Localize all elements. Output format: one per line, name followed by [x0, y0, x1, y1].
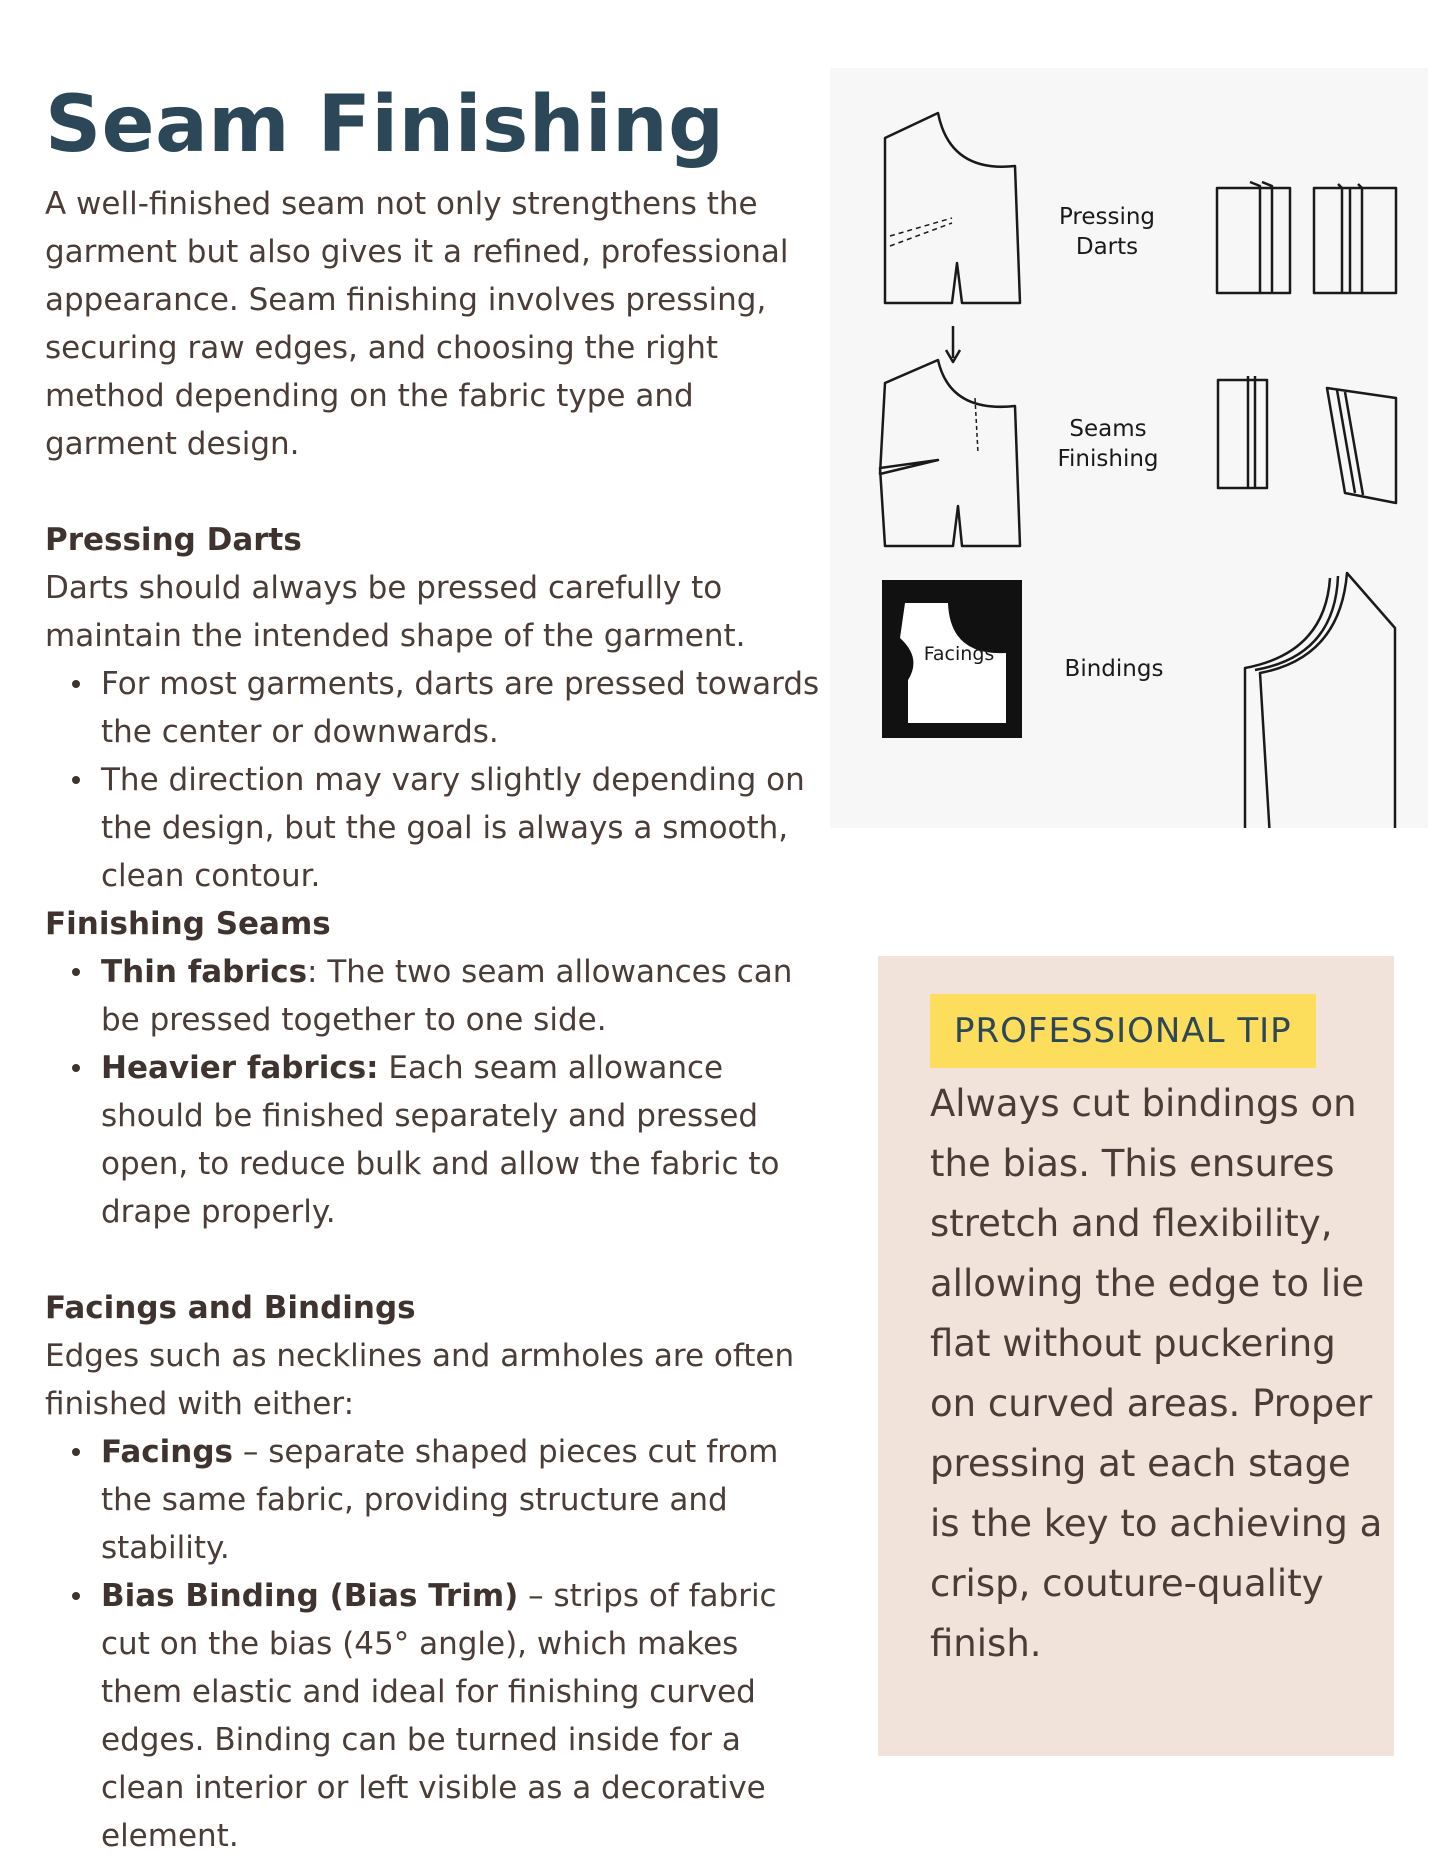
- seam-pressed-open-diagram: [1327, 388, 1396, 503]
- facings-bindings-text: Edges such as necklines and armholes are often finished with either:: [45, 1338, 795, 1422]
- label-seams-line1: Seams: [1069, 416, 1147, 442]
- term: Heavier fabrics:: [101, 1050, 379, 1086]
- main-content: [45, 180, 825, 1860]
- pressing-darts-list: [45, 660, 825, 900]
- spacer: [45, 1236, 825, 1284]
- arrow-down-icon: [946, 326, 960, 362]
- tip-text: Always cut bindings on the bias. This ensures stretch and flexibility, allowing the edge to lie flat without puckering on curved areas. Proper pressing at each stage is the key to achieving a crisp, couture-quality finish.: [930, 1082, 1383, 1665]
- finishing-seams-list: [45, 948, 825, 1236]
- binding-diagram: [1245, 573, 1395, 828]
- page-title: Seam Finishing: [45, 80, 725, 170]
- spacer: [45, 468, 825, 516]
- term-description: – strips of fabric cut on the bias (45° angle), which makes them elastic and ideal for finishing curved edges. Binding can be turned inside for a clean interior or left visible as a decorative element.: [101, 1578, 777, 1854]
- pressed-dart-diagram-a: [1217, 182, 1290, 294]
- label-bindings: Bindings: [1064, 656, 1164, 682]
- intro-paragraph: A well-finished seam not only strengthens the garment but also gives it a refined, professional appearance. Seam finishing involves pressing, securing raw edges, and choosing the right method depending on the fabric type and garment design.: [45, 186, 789, 462]
- facings-bindings-heading: Facings and Bindings: [45, 1290, 416, 1326]
- label-seams-line2: Finishing: [1057, 446, 1159, 472]
- illustration-drawing: [830, 68, 1428, 828]
- bodice-pattern-darts: [885, 113, 1020, 303]
- pressing-darts-text: Darts should always be pressed carefully to maintain the intended shape of the garment.: [45, 570, 746, 654]
- label-facings: Facings: [923, 643, 995, 665]
- professional-tip-box: [878, 956, 1394, 1756]
- side-dart-lines: [890, 218, 952, 246]
- list-item: [45, 948, 825, 1044]
- pressed-dart-diagram-b: [1314, 184, 1396, 293]
- list-item: [45, 1428, 825, 1572]
- seam-pressed-side-diagram: [1218, 376, 1267, 488]
- term: Thin fabrics: [101, 954, 308, 990]
- term-description: Each seam allowance should be finished separately and pressed open, to reduce bulk and allow the fabric to drape properly.: [101, 1050, 780, 1230]
- term: Facings: [101, 1434, 233, 1470]
- pressing-darts-heading: Pressing Darts: [45, 522, 302, 558]
- list-item: The direction may vary slightly depending on the design, but the goal is always a smooth, clean contour.: [45, 756, 825, 900]
- term: Bias Binding (Bias Trim): [101, 1578, 519, 1614]
- finishing-seams-heading: Finishing Seams: [45, 906, 331, 942]
- term-description: – separate shaped pieces cut from the same fabric, providing structure and stability.: [101, 1434, 779, 1566]
- label-pressing-line2: Darts: [1075, 234, 1139, 260]
- list-item: [45, 1044, 825, 1236]
- bodice-pattern-seams: [880, 360, 1020, 546]
- seam-finishing-illustration: [830, 68, 1428, 828]
- list-item: [45, 1572, 825, 1860]
- facings-bindings-list: [45, 1428, 825, 1860]
- shoulder-seam-line: [975, 398, 978, 453]
- label-pressing-line1: Pressing: [1058, 204, 1156, 230]
- tip-label: PROFESSIONAL TIP: [930, 994, 1316, 1068]
- term-description: : The two seam allowances can be pressed together to one side.: [101, 954, 793, 1038]
- list-item: For most garments, darts are pressed towards the center or downwards.: [45, 660, 825, 756]
